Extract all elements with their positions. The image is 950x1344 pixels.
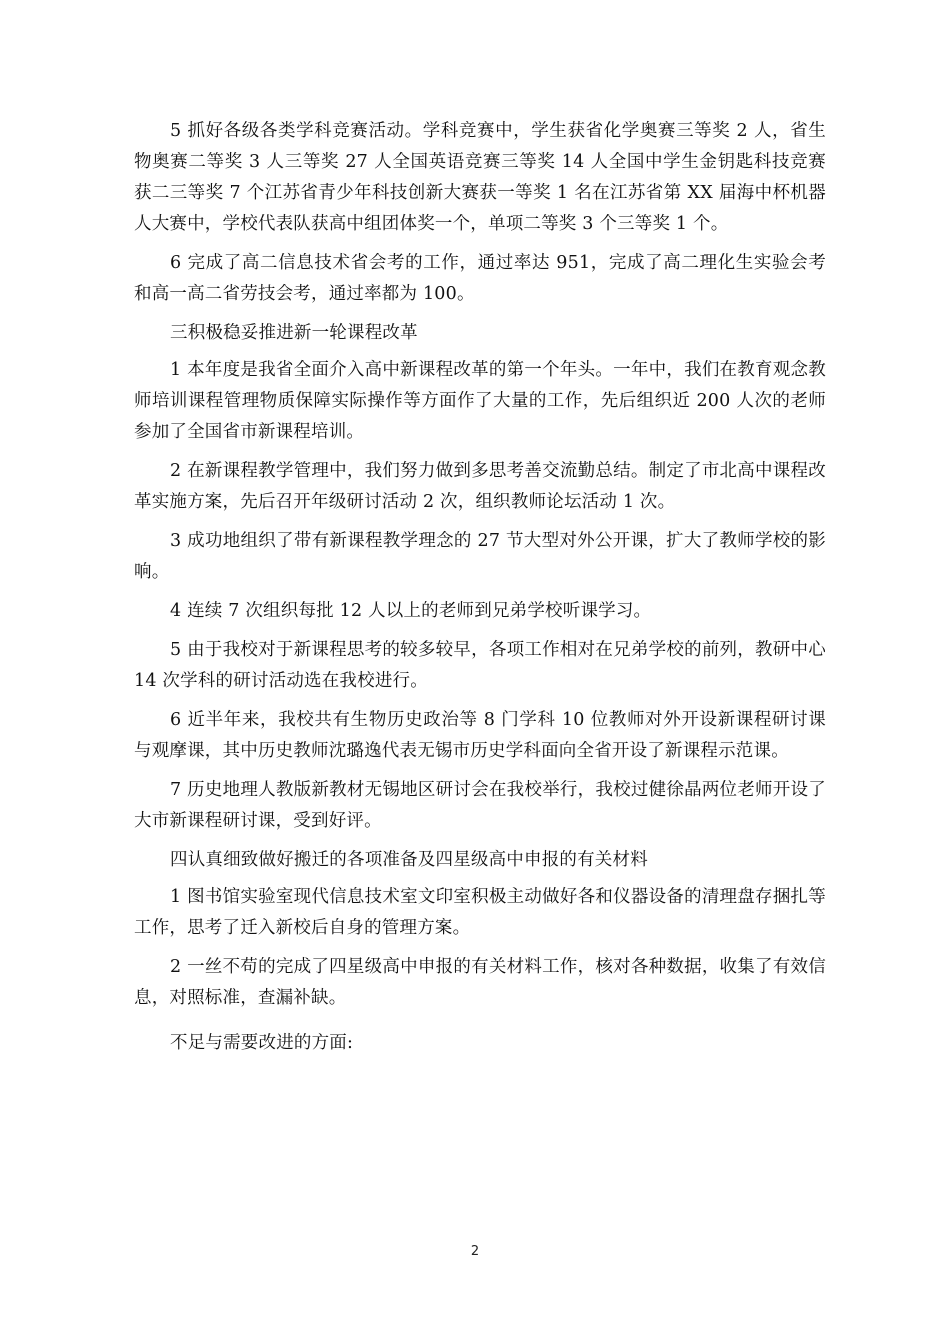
paragraph-reform-2: 2 在新课程教学管理中，我们努力做到多思考善交流勤总结。制定了市北高中课程改革实施方案，先后召开年级研讨活动 2 次，组织教师论坛活动 1 次。 (134, 461, 826, 512)
paragraph-competitions: 5 抓好各级各类学科竞赛活动。学科竞赛中，学生获省化学奥赛三等奖 2 人，省生物奥赛二等奖 3 人三等奖 27 人全国英语竞赛三等奖 14 人全国中学生金钥匙科技竞赛获二三等奖 7 个江苏省青少年科技创新大赛获一等奖 1 名在江苏省第 XX 届海中杯机器人大赛中，学校代表队获高中组团体奖一个，单项二等奖 3 个三等奖 1 个。 (134, 121, 826, 234)
section-heading-relocation: 四认真细致做好搬迁的各项准备及四星级高中申报的有关材料 (170, 850, 648, 870)
section-heading-curriculum-reform: 三积极稳妥推进新一轮课程改革 (170, 323, 418, 343)
paragraph-reform-5: 5 由于我校对于新课程思考的较多较早，各项工作相对在兄弟学校的前列，教研中心 14 次学科的研讨活动选在我校进行。 (134, 640, 826, 691)
paragraph-reform-6: 6 近半年来，我校共有生物历史政治等 8 门学科 10 位教师对外开设新课程研讨课与观摩课，其中历史教师沈璐逸代表无锡市历史学科面向全省开设了新课程示范课。 (134, 710, 826, 761)
paragraph-reform-4: 4 连续 7 次组织每批 12 人以上的老师到兄弟学校听课学习。 (170, 601, 652, 621)
paragraph-exams: 6 完成了高二信息技术省会考的工作，通过率达 951，完成了高二理化生实验会考和高一高二省劳技会考，通过率都为 100。 (134, 253, 826, 304)
section-heading-improvements: 不足与需要改进的方面: (170, 1033, 354, 1053)
paragraph-relocation-1: 1 图书馆实验室现代信息技术室文印室积极主动做好各和仪器设备的清理盘存捆扎等工作，思考了迁入新校后自身的管理方案。 (134, 887, 826, 938)
paragraph-relocation-2: 2 一丝不苟的完成了四星级高中申报的有关材料工作，核对各种数据，收集了有效信息，对照标准，查漏补缺。 (134, 957, 826, 1008)
paragraph-reform-1: 1 本年度是我省全面介入高中新课程改革的第一个年头。一年中，我们在教育观念教师培训课程管理物质保障实际操作等方面作了大量的工作，先后组织近 200 人次的老师参加了全国省市新课程培训。 (134, 360, 826, 442)
paragraph-reform-3: 3 成功地组织了带有新课程教学理念的 27 节大型对外公开课，扩大了教师学校的影响。 (134, 531, 826, 582)
document-body (134, 116, 826, 1067)
page-number: 2 (470, 1244, 480, 1259)
paragraph-reform-7: 7 历史地理人教版新教材无锡地区研讨会在我校举行，我校过健徐晶两位老师开设了大市新课程研讨课，受到好评。 (134, 780, 826, 831)
